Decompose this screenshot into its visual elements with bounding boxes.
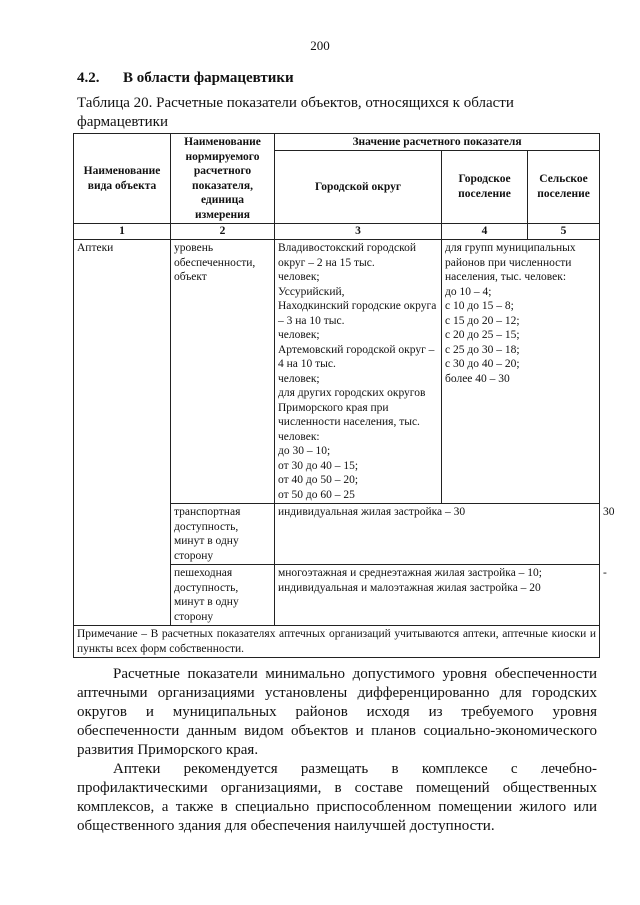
table-caption: Таблица 20. Расчетные показатели объектов, относящихся к области фармацевтики xyxy=(77,95,514,130)
table-row: транспортная доступность, минут в одну сторону индивидуальная жилая застройка – 30 30 xyxy=(74,504,600,565)
urban-value-cell: индивидуальная жилая застройка – 30 xyxy=(275,504,600,565)
indicator-cell: уровень обеспеченности, объект xyxy=(171,240,275,504)
indicator-cell: транспортная доступность, минут в одну сторону xyxy=(171,504,275,565)
section-number: 4.2. xyxy=(77,70,100,86)
indicator-cell: пешеходная доступность, минут в одну сторону xyxy=(171,565,275,626)
column-number-row xyxy=(74,224,600,240)
table-row: пешеходная доступность, минут в одну сторону многоэтажная и среднеэтажная жилая застройка – 10; индивидуальная и малоэтажная жилая застройка – 20 - xyxy=(74,565,600,626)
urban-value-cell: многоэтажная и среднеэтажная жилая застройка – 10; индивидуальная и малоэтажная жилая застройка – 20 xyxy=(275,565,600,626)
header-urban-settlement: Городское поселение xyxy=(442,150,528,224)
column-number: 3 xyxy=(275,224,442,240)
table-row xyxy=(74,240,600,504)
indicators-table xyxy=(73,133,615,658)
paragraph xyxy=(77,760,597,836)
section-title: В области фармацевтики xyxy=(123,70,294,86)
section-heading xyxy=(77,70,294,87)
header-rural-settlement: Сельское поселение xyxy=(528,150,600,224)
header-value-group: Значение расчетного показателя xyxy=(275,134,600,151)
settlements-cell: для групп муниципальных районов при численности населения, тыс. человек: до 10 – 4; с 10 до 15 – 8; с 15 до 20 – 12; с 20 до 25 – 15; с 25 до 30 – 18; с 30 до 40 – 20; более 40 – 30 xyxy=(442,240,600,504)
paragraph-text: Расчетные показатели минимально допустимого уровня обеспеченности аптечными организациями установлены дифференцированно для городских округов и муниципальных районов исходя из требуемого уровня обеспеченности данным видом объектов и планов социально-экономического развития Приморского края. xyxy=(77,666,597,758)
column-number: 5 xyxy=(528,224,600,240)
header-indicator: Наименование нормируемого расчетного показателя, единица измерения xyxy=(171,134,275,224)
column-number: 2 xyxy=(171,224,275,240)
table-note: Примечание – В расчетных показателях аптечных организаций учитываются аптеки, аптечные киоски и пункты всех форм собственности. xyxy=(74,626,600,658)
header-object-type: Наименование вида объекта xyxy=(74,134,171,224)
column-number: 4 xyxy=(442,224,528,240)
urban-district-cell: Владивостокский городской округ – 2 на 15 тыс. человек; Уссурийский, Находкинский городские округа – 3 на 10 тыс. человек; Артемовский городской округ – 4 на 10 тыс. человек; для других городских округов Приморского края при численности населения, тыс. человек: до 30 – 10; от 30 до 40 – 15; от 40 до 50 – 20; от 50 до 60 – 25 xyxy=(275,240,442,504)
page-number: 200 xyxy=(310,38,330,53)
column-number: 1 xyxy=(74,224,171,240)
table-note-row xyxy=(74,626,600,658)
object-cell: Аптеки xyxy=(74,240,171,626)
header-urban-district: Городской округ xyxy=(275,150,442,224)
paragraph-text: Аптеки рекомендуется размещать в комплексе с лечебно-профилактическими организациями, в составе помещений общественных комплексов, а также в специально приспособленном помещении жилого или общественного здания для обеспечения наилучшей доступности. xyxy=(77,761,597,834)
paragraph xyxy=(77,665,597,760)
table-header-row xyxy=(74,134,600,151)
